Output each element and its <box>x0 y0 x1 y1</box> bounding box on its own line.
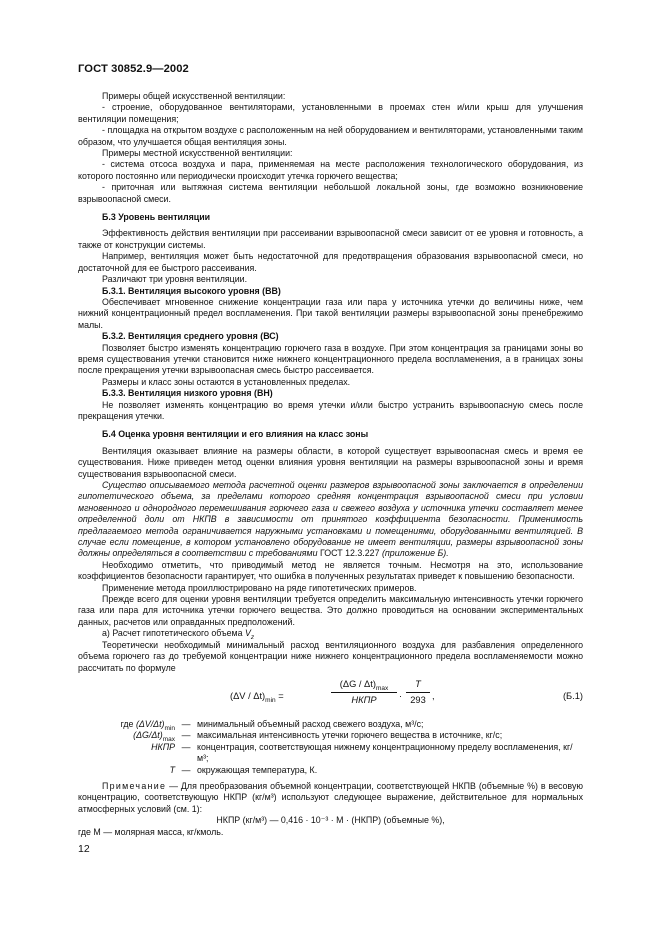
formula-fraction-2: $\frac{T}{293}$ <box>406 679 430 707</box>
note-label: Примечание <box>102 780 167 791</box>
list-item: - площадка на открытом воздухе с расположенным на ней оборудованием и вентиляторами, установленными таким образом, что улучшается общая вентиляция зоны. <box>78 125 583 147</box>
definition-text: минимальный объемный расход свежего воздуха, м³/с; <box>197 718 424 729</box>
definition-symbol: $(\Delta G/\Delta t)_{max}$ <box>133 730 175 744</box>
definition-text: окружающая температура, К. <box>197 764 318 775</box>
definition-text: максимальная интенсивность утечки горючего вещества в источнике, кг/с; <box>197 730 503 741</box>
paragraph: Не позволяет изменять концентрацию во время утечки и/или быстро устранить взрывоопасную смесь после прекращения утечки. <box>78 399 583 421</box>
document-body <box>78 91 583 838</box>
note-formula: НКПР (кг/м³) — 0,416 · 10⁻³ · М · (НКПР) (объемные %), <box>216 815 445 826</box>
note-where: где М — молярная масса, кг/кмоль. <box>78 826 224 837</box>
paragraph: Различают три уровня вентиляции. <box>102 274 248 285</box>
definition-dash: — <box>181 730 191 741</box>
list-item: - строение, оборудованное вентиляторами, установленными в проемах стен и/или крыш для улучшения вентиляции помещения; <box>78 102 583 124</box>
paragraph: Примеры общей искусственной вентиляции: <box>102 91 286 101</box>
paragraph: Прежде всего для оценки уровня вентиляции требуется определить максимальную интенсивность утечки горючего газа или пара для источника утечки горючего вещества. Это должно проводиться на основании экспериментальных данных, расчетов или оправданных предположений. <box>78 594 583 627</box>
paragraph: Эффективность действия вентиляции при рассеивании взрывоопасной смеси зависит от ее уровня и готовность, а также от конструкции системы. <box>78 228 583 250</box>
paragraph: Примеры местной искусственной вентиляции: <box>102 148 293 159</box>
section-heading-b3: Б.3 Уровень вентиляции <box>102 212 211 223</box>
definition-text: концентрация, соответствующая нижнему концентрационному пределу воспламенения, кг/м³; <box>197 741 573 764</box>
list-item: - приточная или вытяжная система вентиляции небольшой локальной зоны, где возможно возникновение взрывоопасной смеси. <box>78 182 583 204</box>
italic-text: Существо описываемого метода расчетной оценки размеров взрывоопасной зоны заключается в определении гипотетического объема, за пределами которого средняя концентрация взрывоопасной смеси при условии мгновенного и однородного перемешивания горючего газа и свежего воздуха у источника утечки составляет менее определенной доли от НКПВ в зависимости от принятого коэффициента безопасности. Применимость предлагаемого метода ограничивается наружными установками и помещениями, оборудованными вентиляцией. В случае если помещение, в котором установлено оборудование не имеет вентиляции, размеры взрывоопасной зоны должны определяться в соответствии с требованиями <box>78 480 583 559</box>
paragraph: Размеры и класс зоны остаются в установленных пределах. <box>102 376 351 387</box>
list-item: - система отсоса воздуха и пара, применяемая на месте расположения технологического оборудования, из которого постоянно или периодически происходит утечка горючего вещества; <box>78 159 583 181</box>
definition-dash: — <box>181 741 191 752</box>
subsection-label: а) Расчет гипотетического объема $V_z$ <box>102 628 255 642</box>
definitions-list <box>78 719 583 776</box>
definition-dash: — <box>181 764 191 775</box>
formula-lhs: $(\Delta V / \Delta t)_{min}$ = <box>230 690 284 704</box>
definition-row <box>78 765 583 776</box>
paragraph: Теоретически необходимый минимальный расход вентиляционного воздуха для разбавления определенного объема горючего газ до требуемой концентрации ниже нижнего концентрационного предела воспламеняемости можно рассчитать по формуле <box>78 639 583 673</box>
paragraph: Необходимо отметить, что приводимый метод не является точным. Несмотря на это, использование коэффициентов безопасности гарантирует, что ошибка в полученных результатах приведет к повышению безопасности. <box>78 559 583 582</box>
section-heading-b4: Б.4 Оценка уровня вентиляции и его влияния на класс зоны <box>102 429 369 440</box>
section-heading-b31: Б.3.1. Вентиляция высокого уровня (ВВ) <box>102 285 281 296</box>
definition-symbol: T <box>169 764 175 775</box>
definition-symbol: НКПР <box>151 741 175 752</box>
section-heading-b33: Б.3.3. Вентиляция низкого уровня (ВН) <box>102 388 273 399</box>
page-number: 12 <box>78 843 90 855</box>
formula-fraction-1: $(\Delta G / \Delta t)_{max}$ НКПР <box>331 679 397 707</box>
paragraph-italic <box>78 480 583 560</box>
formula-number: (Б.1) <box>562 690 583 701</box>
paragraph: Позволяет быстро изменять концентрацию горючего газа в воздухе. При этом концентрация за границами зоны во время существования утечки становится ниже нижнего концентрационного предела воспламенения, а в границах зоны после прекращения утечки взрывоопасная смесь быстро рассеивается. <box>78 342 583 376</box>
note: Примечание — Для преобразования объемной концентрации, соответствующей НКПВ (объемные %) в весовую концентрацию, соответствующую НКПР (кг/м³) используют следующее выражение, действительное для нормальных атмосферных условий (см. 1): <box>78 780 583 814</box>
standard-reference: ГОСТ 12.3.227 <box>317 548 380 559</box>
definition-dash: — <box>181 718 191 729</box>
section-heading-b32: Б.3.2. Вентиляция среднего уровня (ВС) <box>102 331 279 342</box>
paragraph: Например, вентиляция может быть недостаточной для предотвращения образования взрывоопасной смеси, но достаточной для ее быстрого рассеивания. <box>78 251 583 273</box>
appendix-reference: (приложение Б). <box>379 548 449 559</box>
definition-symbol: где $(\Delta V/\Delta t)_{min}$ <box>120 718 175 732</box>
paragraph: Применение метода проиллюстрировано на ряде гипотетических примеров. <box>102 582 417 593</box>
paragraph: Вентиляция оказывает влияние на размеры области, в которой существует взрывоопасная смесь и время ее существования. Ниже приведен метод оценки влияния уровня вентиляции на размеры взрывоопасной зоны и время существования взрывоопасной смеси. <box>78 445 583 479</box>
document-header: ГОСТ 30852.9—2002 <box>78 63 189 75</box>
definition-row <box>78 719 583 730</box>
paragraph: Обеспечивает мгновенное снижение концентрации газа или пара у источника утечки до величины ниже, чем нижний концентрационный предел воспламенения. При такой вентиляции размеры взрывоопасной зоны пренебрежимо малы. <box>78 296 583 330</box>
formula-b1: $(\Delta V / \Delta t)_{min}$ = $(\Delta G / \Delta t)_{max}$ НКПР · $\frac{T}{293}$ , (Б.1) <box>230 678 583 706</box>
definition-row <box>78 742 583 765</box>
definition-row <box>78 730 583 744</box>
